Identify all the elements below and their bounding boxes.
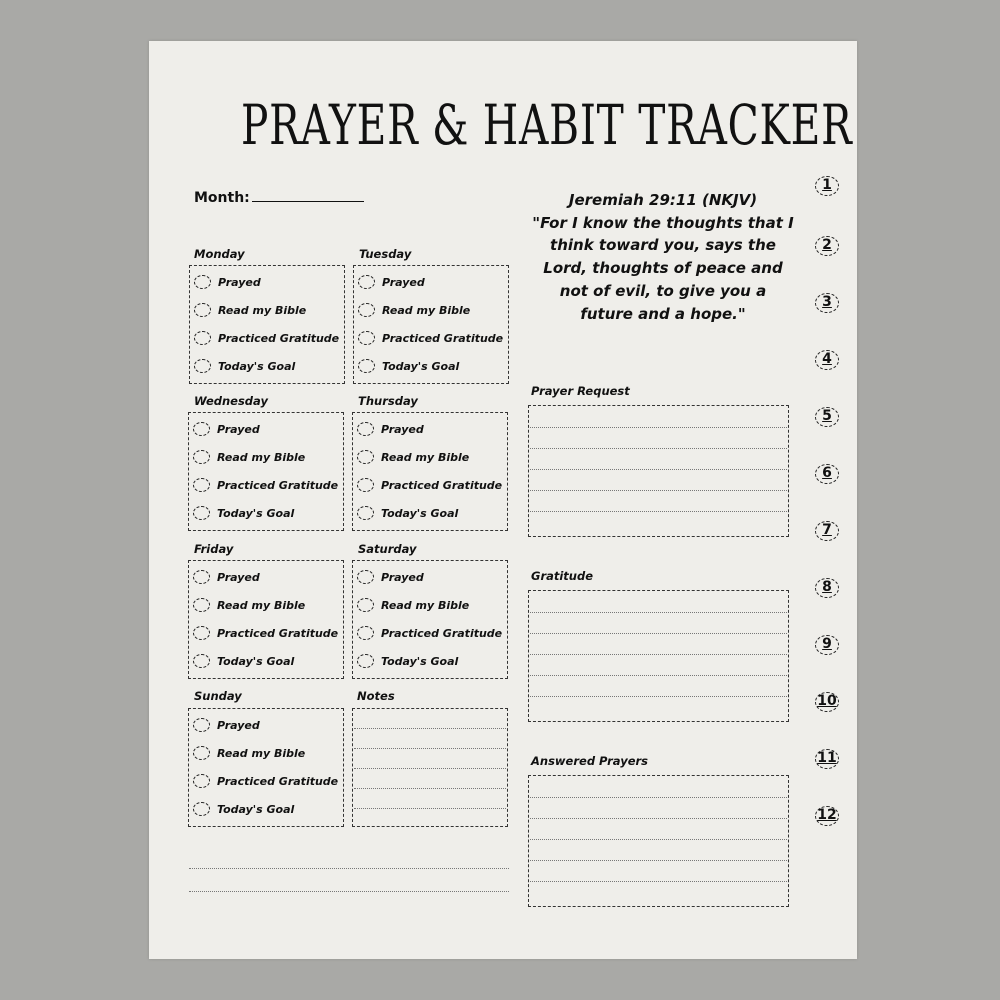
number-label: 5 — [822, 408, 832, 424]
day-label-saturday: Saturday — [358, 542, 417, 556]
habit-label: Today's Goal — [218, 359, 296, 373]
checkbox-circle-icon[interactable] — [193, 626, 210, 640]
habit-read-bible[interactable] — [193, 746, 305, 760]
answered-prayers-box[interactable] — [528, 775, 789, 907]
habit-prayed[interactable] — [357, 570, 424, 584]
day-box-sunday — [188, 708, 344, 827]
note-line — [354, 748, 506, 749]
writing-line — [530, 633, 787, 634]
day-box-saturday — [352, 560, 508, 679]
page-title: PRAYER & HABIT TRACKER — [241, 93, 853, 157]
habit-prayed[interactable] — [193, 570, 260, 584]
checkbox-circle-icon[interactable] — [193, 802, 210, 816]
habit-todays-goal[interactable] — [357, 654, 458, 668]
writing-line — [530, 469, 787, 470]
number-circle-8[interactable] — [815, 578, 839, 598]
month-field[interactable] — [194, 189, 364, 206]
habit-prayed[interactable] — [194, 275, 261, 289]
habit-label: Prayed — [217, 570, 260, 584]
day-label-thursday: Thursday — [358, 394, 418, 408]
habit-todays-goal[interactable] — [193, 654, 294, 668]
number-label: 8 — [822, 579, 832, 595]
checkbox-circle-icon[interactable] — [357, 598, 374, 612]
habit-label: Practiced Gratitude — [217, 774, 339, 788]
note-line — [354, 728, 506, 729]
day-label-tuesday: Tuesday — [359, 247, 412, 261]
habit-gratitude[interactable] — [358, 331, 503, 345]
habit-label: Today's Goal — [217, 654, 295, 668]
checkbox-circle-icon[interactable] — [193, 718, 210, 732]
habit-read-bible[interactable] — [193, 450, 305, 464]
writing-line — [530, 654, 787, 655]
checkbox-circle-icon[interactable] — [193, 450, 210, 464]
number-label: 12 — [817, 807, 837, 823]
habit-label: Read my Bible — [382, 303, 471, 317]
writing-line — [530, 881, 787, 882]
habit-prayed[interactable] — [358, 275, 425, 289]
number-circle-4[interactable] — [815, 350, 839, 370]
checkbox-circle-icon[interactable] — [357, 654, 374, 668]
writing-line — [530, 612, 787, 613]
verse-reference: Jeremiah 29:11 (NKJV) — [568, 191, 758, 209]
habit-label: Practiced Gratitude — [217, 478, 339, 492]
habit-label: Today's Goal — [217, 802, 295, 816]
extra-note-line — [189, 891, 509, 892]
number-circle-10[interactable] — [815, 692, 839, 712]
habit-label: Prayed — [382, 275, 425, 289]
day-box-friday — [188, 560, 344, 679]
notes-box[interactable] — [352, 708, 508, 827]
checkbox-circle-icon[interactable] — [357, 422, 374, 436]
day-label-wednesday: Wednesday — [194, 394, 268, 408]
number-label: 7 — [822, 522, 832, 538]
day-label-monday: Monday — [194, 247, 245, 261]
habit-gratitude[interactable] — [357, 626, 502, 640]
tracker-page — [149, 41, 857, 959]
notes-label: Notes — [357, 689, 395, 703]
note-line — [354, 808, 506, 809]
number-label: 9 — [822, 636, 832, 652]
day-label-sunday: Sunday — [194, 689, 242, 703]
bible-verse — [532, 189, 794, 325]
habit-gratitude[interactable] — [193, 626, 338, 640]
number-label: 2 — [822, 237, 832, 253]
number-circle-7[interactable] — [815, 521, 839, 541]
habit-label: Read my Bible — [217, 598, 306, 612]
month-label: Month: — [194, 190, 250, 206]
habit-prayed[interactable] — [193, 718, 260, 732]
checkbox-circle-icon[interactable] — [194, 303, 211, 317]
gratitude-label: Gratitude — [531, 569, 594, 583]
writing-line — [530, 448, 787, 449]
writing-line — [530, 797, 787, 798]
day-box-wednesday — [188, 412, 344, 531]
number-circle-6[interactable] — [815, 464, 839, 484]
habit-read-bible[interactable] — [193, 598, 305, 612]
number-circle-5[interactable] — [815, 407, 839, 427]
number-label: 6 — [822, 465, 832, 481]
checkbox-circle-icon[interactable] — [357, 450, 374, 464]
writing-line — [530, 696, 787, 697]
number-circle-9[interactable] — [815, 635, 839, 655]
habit-read-bible[interactable] — [194, 303, 306, 317]
checkbox-circle-icon[interactable] — [358, 359, 375, 373]
habit-todays-goal[interactable] — [357, 506, 458, 520]
checkbox-circle-icon[interactable] — [358, 275, 375, 289]
number-label: 4 — [822, 351, 832, 367]
number-circle-12[interactable] — [815, 806, 839, 826]
number-circle-11[interactable] — [815, 749, 839, 769]
habit-label: Read my Bible — [381, 450, 470, 464]
habit-label: Read my Bible — [217, 746, 306, 760]
number-circle-2[interactable] — [815, 236, 839, 256]
habit-label: Practiced Gratitude — [381, 478, 503, 492]
habit-todays-goal[interactable] — [193, 802, 294, 816]
habit-todays-goal[interactable] — [194, 359, 295, 373]
habit-label: Today's Goal — [381, 506, 459, 520]
day-box-tuesday — [353, 265, 509, 384]
habit-todays-goal[interactable] — [358, 359, 459, 373]
habit-prayed[interactable] — [193, 422, 260, 436]
writing-line — [530, 427, 787, 428]
habit-label: Read my Bible — [218, 303, 307, 317]
habit-label: Prayed — [381, 570, 424, 584]
writing-line — [530, 860, 787, 861]
habit-gratitude[interactable] — [357, 478, 502, 492]
day-box-monday — [189, 265, 345, 384]
habit-label: Practiced Gratitude — [381, 626, 503, 640]
checkbox-circle-icon[interactable] — [358, 331, 375, 345]
checkbox-circle-icon[interactable] — [193, 654, 210, 668]
habit-label: Today's Goal — [217, 506, 295, 520]
habit-read-bible[interactable] — [357, 450, 469, 464]
habit-label: Prayed — [381, 422, 424, 436]
habit-label: Today's Goal — [382, 359, 460, 373]
habit-label: Prayed — [217, 422, 260, 436]
checkbox-circle-icon[interactable] — [194, 275, 211, 289]
habit-label: Prayed — [218, 275, 261, 289]
gratitude-box[interactable] — [528, 590, 789, 722]
number-label: 3 — [822, 294, 832, 310]
checkbox-circle-icon[interactable] — [193, 598, 210, 612]
checkbox-circle-icon[interactable] — [357, 506, 374, 520]
habit-label: Practiced Gratitude — [382, 331, 504, 345]
writing-line — [530, 818, 787, 819]
habit-gratitude[interactable] — [194, 331, 339, 345]
checkbox-circle-icon[interactable] — [193, 746, 210, 760]
habit-label: Practiced Gratitude — [218, 331, 340, 345]
checkbox-circle-icon[interactable] — [194, 359, 211, 373]
answered-prayers-label: Answered Prayers — [531, 754, 649, 768]
month-blank-line — [252, 189, 364, 202]
checkbox-circle-icon[interactable] — [193, 506, 210, 520]
checkbox-circle-icon[interactable] — [357, 478, 374, 492]
habit-prayed[interactable] — [357, 422, 424, 436]
number-label: 1 — [822, 177, 832, 193]
habit-label: Read my Bible — [217, 450, 306, 464]
habit-label: Prayed — [217, 718, 260, 732]
habit-todays-goal[interactable] — [193, 506, 294, 520]
checkbox-circle-icon[interactable] — [193, 422, 210, 436]
checkbox-circle-icon[interactable] — [193, 478, 210, 492]
habit-gratitude[interactable] — [193, 774, 338, 788]
note-line — [354, 788, 506, 789]
habit-label: Practiced Gratitude — [217, 626, 339, 640]
writing-line — [530, 511, 787, 512]
extra-note-line — [189, 868, 509, 869]
number-circle-3[interactable] — [815, 293, 839, 313]
day-box-thursday — [352, 412, 508, 531]
habit-label: Today's Goal — [381, 654, 459, 668]
number-label: 10 — [817, 693, 837, 709]
habit-read-bible[interactable] — [357, 598, 469, 612]
writing-line — [530, 490, 787, 491]
writing-line — [530, 839, 787, 840]
checkbox-circle-icon[interactable] — [357, 626, 374, 640]
checkbox-circle-icon[interactable] — [194, 331, 211, 345]
checkbox-circle-icon[interactable] — [193, 570, 210, 584]
number-circle-1[interactable] — [815, 176, 839, 196]
prayer-request-label: Prayer Request — [531, 384, 630, 398]
note-line — [354, 768, 506, 769]
checkbox-circle-icon[interactable] — [193, 774, 210, 788]
verse-text: "For I know the thoughts that I think toward you, says the Lord, thoughts of peace and not of evil, to give you a future and a hope." — [532, 213, 794, 323]
habit-gratitude[interactable] — [193, 478, 338, 492]
prayer-request-box[interactable] — [528, 405, 789, 537]
checkbox-circle-icon[interactable] — [358, 303, 375, 317]
checkbox-circle-icon[interactable] — [357, 570, 374, 584]
number-label: 11 — [817, 750, 837, 766]
habit-read-bible[interactable] — [358, 303, 470, 317]
writing-line — [530, 675, 787, 676]
day-label-friday: Friday — [194, 542, 234, 556]
habit-label: Read my Bible — [381, 598, 470, 612]
